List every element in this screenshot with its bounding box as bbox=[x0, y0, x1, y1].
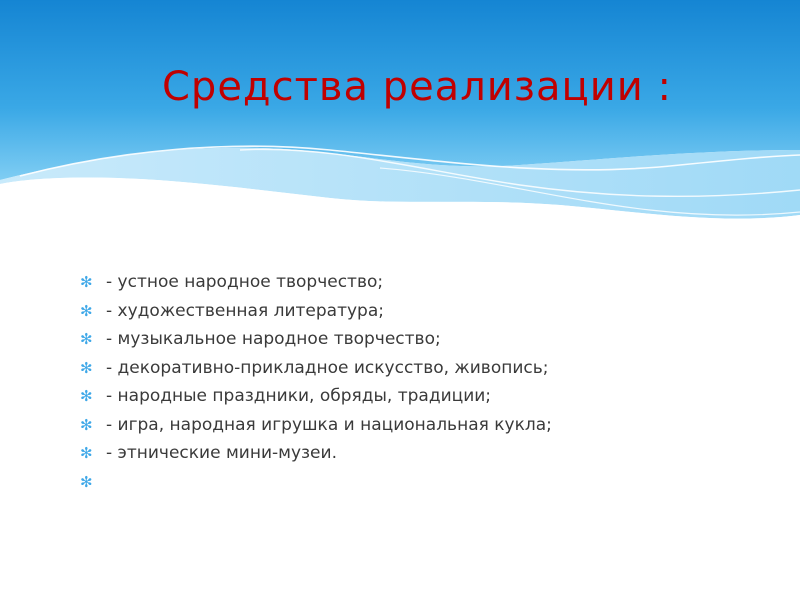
list-item-text: - этнические мини-музеи. bbox=[106, 443, 337, 463]
asterisk-bullet-icon: ✻ bbox=[80, 330, 93, 348]
bullet-list bbox=[80, 268, 552, 496]
asterisk-bullet-icon: ✻ bbox=[80, 415, 93, 434]
asterisk-bullet-icon: ✻ bbox=[80, 273, 93, 291]
list-item bbox=[80, 268, 552, 297]
list-item bbox=[80, 354, 552, 383]
list-item bbox=[80, 297, 552, 326]
asterisk-bullet-icon: ✻ bbox=[80, 358, 93, 377]
list-item-text: - музыкальное народное творчество; bbox=[106, 329, 441, 349]
asterisk-bullet-icon: ✻ bbox=[80, 444, 93, 462]
list-item-text: - художественная литература; bbox=[106, 300, 384, 321]
asterisk-bullet-icon: ✻ bbox=[80, 301, 93, 320]
list-item bbox=[80, 468, 552, 497]
list-item-text: - игра, народная игрушка и национальная кукла; bbox=[106, 414, 552, 435]
asterisk-bullet-icon: ✻ bbox=[80, 472, 93, 491]
slide-title: Средства реализации : bbox=[162, 64, 672, 110]
list-item-text: - народные праздники, обряды, традиции; bbox=[106, 386, 492, 406]
list-item-text: - декоративно-прикладное искусство, живопись; bbox=[106, 357, 549, 378]
list-item-text: - устное народное творчество; bbox=[106, 272, 384, 292]
list-item bbox=[80, 439, 552, 468]
list-item bbox=[80, 382, 552, 411]
header-wave-background bbox=[0, 0, 800, 250]
list-item bbox=[80, 411, 552, 440]
list-item bbox=[80, 325, 552, 354]
asterisk-bullet-icon: ✻ bbox=[80, 387, 93, 405]
